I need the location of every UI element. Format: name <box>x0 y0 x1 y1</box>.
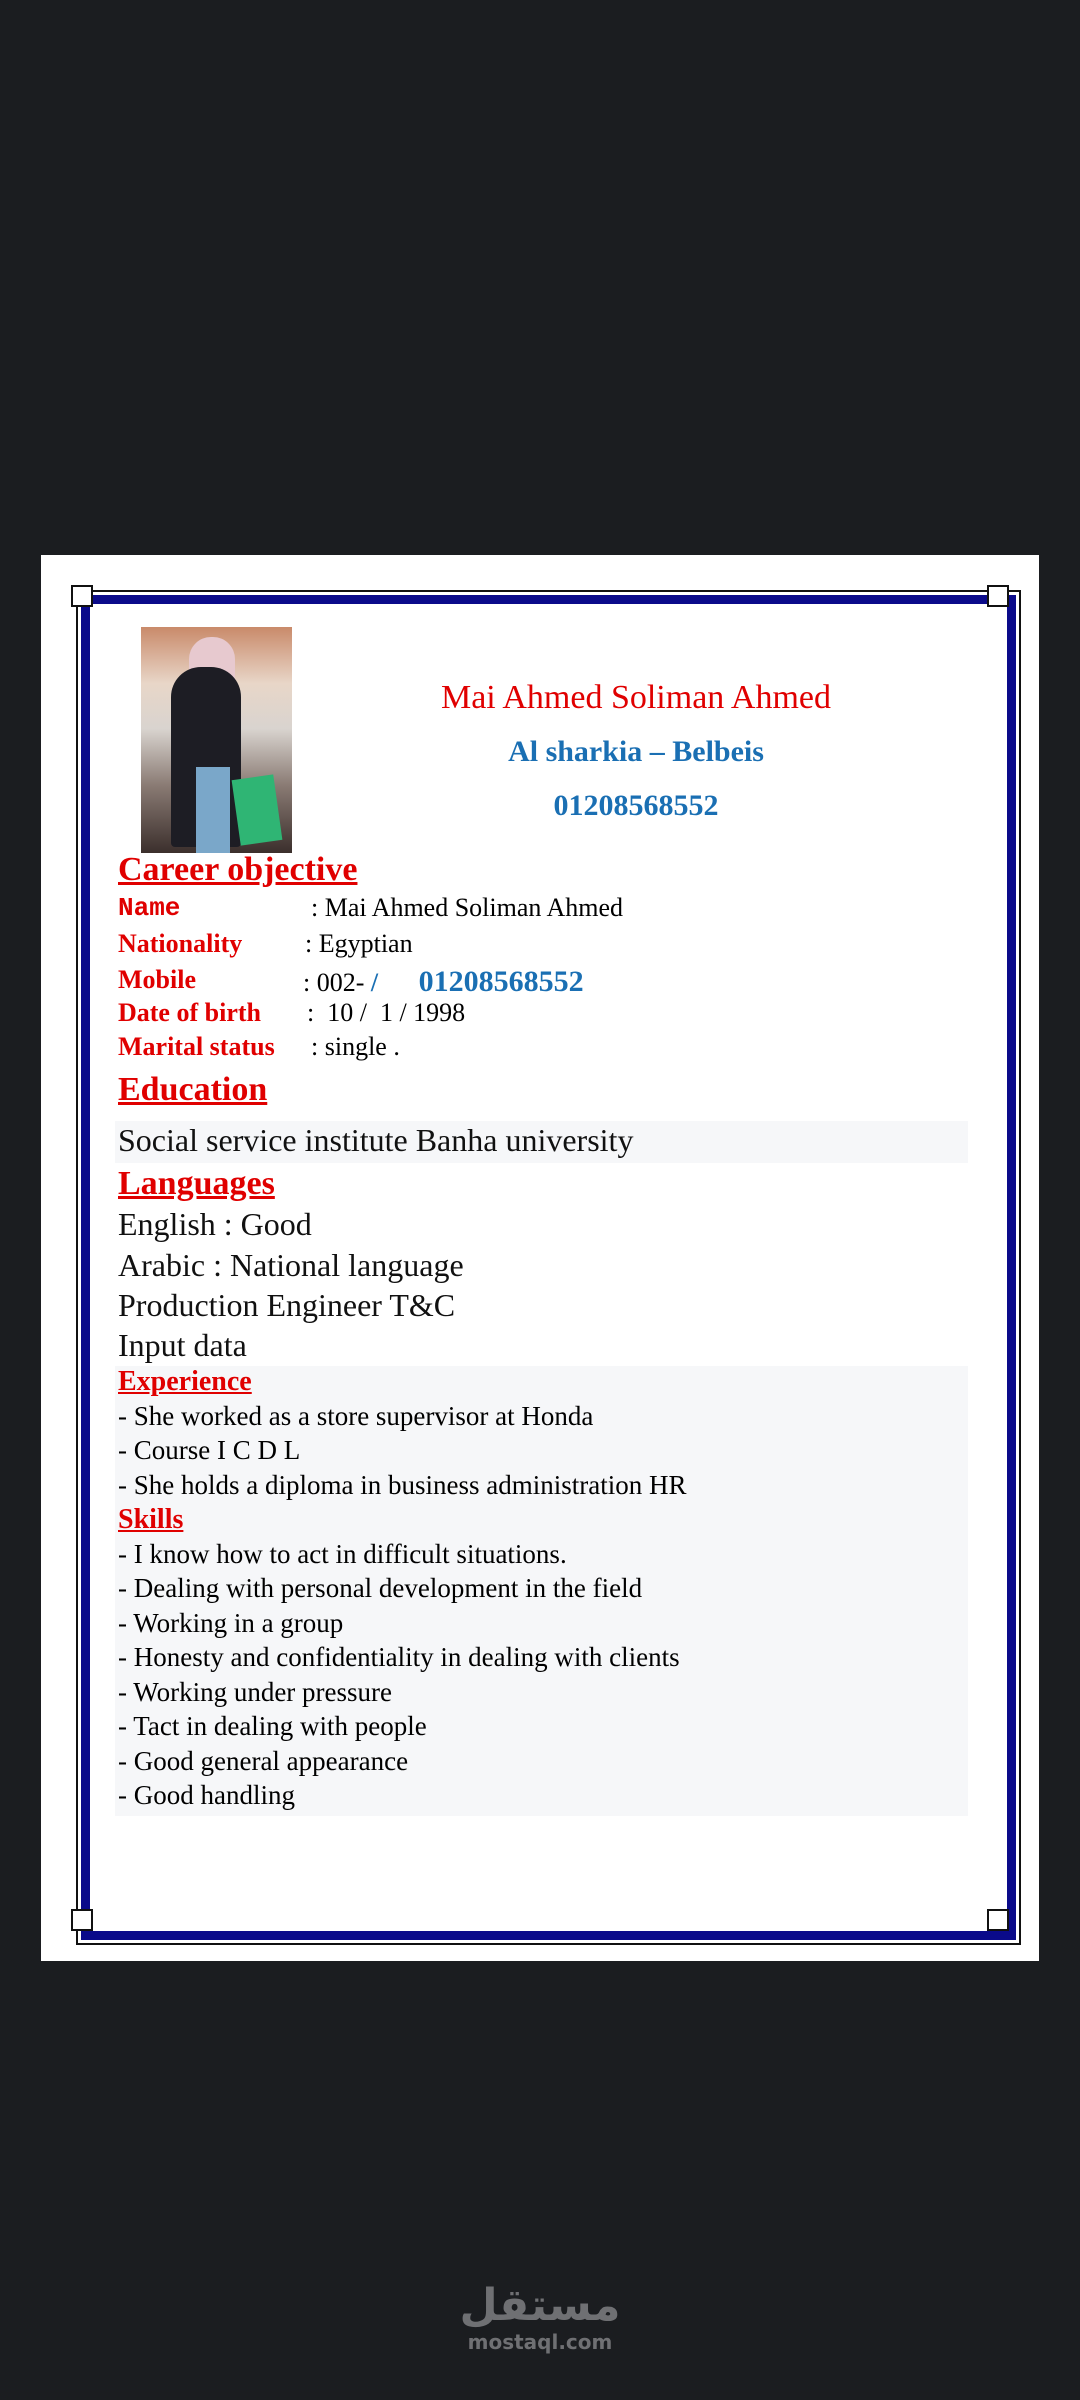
profile-photo <box>141 627 292 853</box>
skill-item: - Tact in dealing with people <box>118 1711 427 1741</box>
experience-item: - She holds a diploma in business administration HR <box>118 1470 687 1500</box>
skill-item: - Working under pressure <box>118 1677 393 1707</box>
border-corner <box>71 1909 93 1931</box>
skill-item: - Working in a group <box>118 1608 344 1638</box>
language-item: Production Engineer T&C <box>118 1287 456 1323</box>
border-corner <box>987 585 1009 607</box>
skill-item: - Good general appearance <box>118 1746 409 1776</box>
dob-label: Date of birth <box>118 998 261 1027</box>
language-item: Arabic : National language <box>118 1247 464 1283</box>
header-name: Mai Ahmed Soliman Ahmed <box>440 679 832 716</box>
nationality-value: : Egyptian <box>305 929 413 958</box>
header-phone: 01208568552 <box>553 789 719 822</box>
mobile-label: Mobile <box>118 965 196 994</box>
language-item: English : Good <box>118 1206 312 1242</box>
languages-heading: Languages <box>118 1165 275 1202</box>
header-address: Al sharkia – Belbeis <box>508 735 764 768</box>
skill-item: - Good handling <box>118 1780 295 1810</box>
career-objective-heading: Career objective <box>118 851 358 888</box>
border-corner <box>987 1909 1009 1931</box>
skill-item: - Dealing with personal development in the field <box>118 1573 643 1603</box>
skill-item: - I know how to act in difficult situations. <box>118 1539 567 1569</box>
skill-item: - Honesty and confidentiality in dealing with clients <box>118 1642 680 1672</box>
experience-item: - Course I C D L <box>118 1435 301 1465</box>
experience-heading: Experience <box>118 1366 252 1397</box>
education-item: Social service institute Banha university <box>118 1122 634 1158</box>
mostaql-url: mostaql.com <box>467 2330 613 2354</box>
mobile-separator: / <box>370 968 379 997</box>
dob-value: : 10 / 1 / 1998 <box>307 998 466 1027</box>
mobile-value <box>303 965 584 999</box>
marital-status-label: Marital status <box>118 1032 275 1061</box>
language-item: Input data <box>118 1327 247 1363</box>
education-heading: Education <box>118 1071 268 1108</box>
marital-status-value: : single . <box>311 1032 400 1061</box>
cv-document <box>41 555 1039 1961</box>
skills-heading: Skills <box>118 1504 184 1535</box>
mobile-number: 01208568552 <box>418 965 584 998</box>
name-value: : Mai Ahmed Soliman Ahmed <box>311 893 623 922</box>
mostaql-logo: مستقل <box>459 2280 621 2331</box>
experience-item: - She worked as a store supervisor at Honda <box>118 1401 594 1431</box>
name-label: Name <box>118 893 181 923</box>
mobile-prefix: : 002- <box>303 968 365 997</box>
border-corner <box>71 585 93 607</box>
nationality-label: Nationality <box>118 929 243 958</box>
